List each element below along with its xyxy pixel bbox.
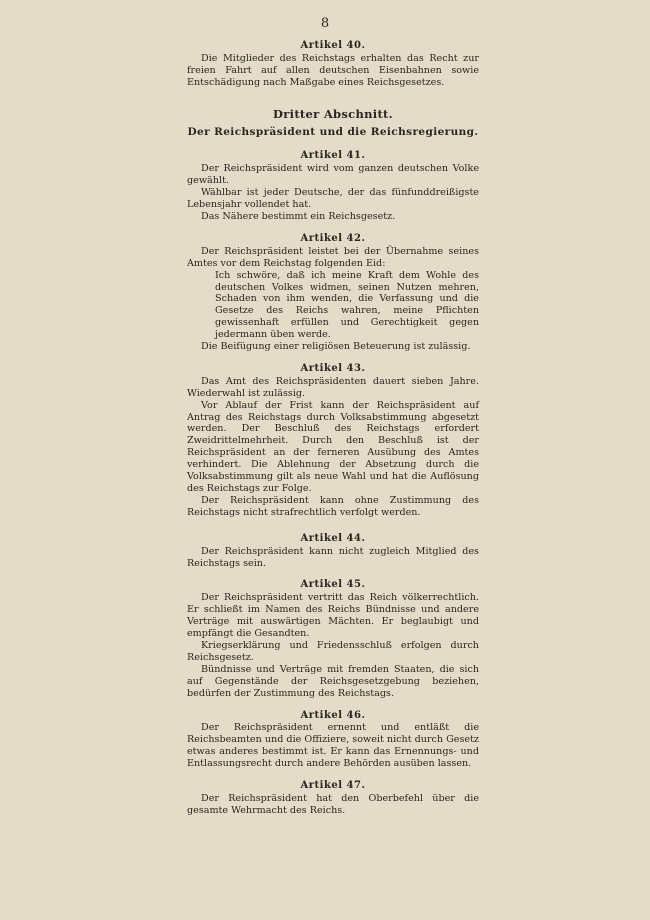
article-41 <box>187 150 479 222</box>
article-46 <box>187 710 479 771</box>
article-paragraph: Kriegserklärung und Friedensschluß erfolgen durch Reichsgesetz. <box>187 639 479 663</box>
article-43 <box>187 363 479 519</box>
article-paragraph: Der Reichspräsident ernennt und entläßt die Reichsbeamten und die Offiziere, soweit nicht durch Gesetz etwas anderes bestimmt ist. Er kann das Ernennungs- und Entlassungsrecht durch andere Behörden ausüben lassen. <box>187 722 479 770</box>
article-paragraph: Der Reichspräsident wird vom ganzen deutschen Volke gewählt. <box>187 163 479 187</box>
article-heading: Artikel 40. <box>300 40 366 51</box>
article-heading: Artikel 45. <box>300 579 366 591</box>
article-42 <box>187 233 479 353</box>
article-paragraph: Wählbar ist jeder Deutsche, der das fünfunddreißigste Lebensjahr vollendet hat. <box>187 187 479 211</box>
article-40 <box>187 40 479 89</box>
article-heading: Artikel 46. <box>300 709 366 721</box>
article-paragraph: Der Reichspräsident leistet bei der Übernahme seines Amtes vor dem Reichstag folgenden Eid: <box>187 245 479 269</box>
article-heading: Artikel 41. <box>300 150 366 162</box>
page-number: 8 <box>320 16 330 31</box>
article-paragraph: Der Reichspräsident hat den Oberbefehl über die gesamte Wehrmacht des Reichs. <box>187 792 479 816</box>
article-paragraph: Der Reichspräsident vertritt das Reich völkerrechtlich. Er schließt im Namen des Reichs Bündnisse und andere Verträge mit auswärtigen Mächten. Er beglaubigt und empfängt die Gesandten. <box>187 592 479 640</box>
article-paragraph: Der Reichspräsident kann ohne Zustimmung des Reichstags nicht strafrechtlich verfolgt werden. <box>187 494 479 518</box>
article-paragraph: Die Mitglieder des Reichstags erhalten das Recht zur freien Fahrt auf allen deutschen Eisenbahnen sowie Entschädigung nach Maßgabe eines Reichsgesetzes. <box>187 52 479 88</box>
article-paragraph: Der Reichspräsident kann nicht zugleich Mitglied des Reichstags sein. <box>187 545 479 569</box>
article-44 <box>187 533 479 570</box>
text-column <box>187 40 479 817</box>
section-subtitle: Der Reichspräsident und die Reichsregierung. <box>187 125 479 138</box>
article-heading: Artikel 44. <box>300 532 366 544</box>
article-paragraph: Die Beifügung einer religiösen Beteuerung ist zulässig. <box>201 341 471 353</box>
article-45 <box>187 579 479 699</box>
oath-text: Ich schwöre, daß ich meine Kraft dem Wohle des deutschen Volkes widmen, seinen Nutzen mehren, Schaden von ihm wenden, die Verfassung und die Gesetze des Reichs wahren, meine Pflichten gewissenhaft erfüllen und Gerechtigkeit gegen jedermann üben werde. <box>215 269 479 341</box>
article-paragraph: Das Amt des Reichspräsidenten dauert sieben Jahre. Wiederwahl ist zulässig. <box>187 375 479 399</box>
section-title: Dritter Abschnitt. <box>273 106 393 121</box>
article-paragraph: Bündnisse und Verträge mit fremden Staaten, die sich auf Gegenstände der Reichsgesetzgebung beziehen, bedürfen der Zustimmung des Reichstags. <box>187 663 479 699</box>
article-paragraph: Vor Ablauf der Frist kann der Reichspräsident auf Antrag des Reichstags durch Volksabstimmung abgesetzt werden. Der Beschluß des Reichstags erfordert Zweidrittelmehrheit. Durch den Beschluß ist der Reichspräsident an der ferneren Ausübung des Amtes verhindert. Die Ablehnung der Absetzung durch die Volksabstimmung gilt als neue Wahl und hat die Auflösung des Reichstags zur Folge. <box>187 399 479 494</box>
article-47 <box>187 780 479 817</box>
article-heading: Artikel 47. <box>300 780 366 792</box>
article-heading: Artikel 43. <box>300 362 366 374</box>
article-heading: Artikel 42. <box>300 232 366 244</box>
article-paragraph: Das Nähere bestimmt ein Reichsgesetz. <box>201 210 396 222</box>
